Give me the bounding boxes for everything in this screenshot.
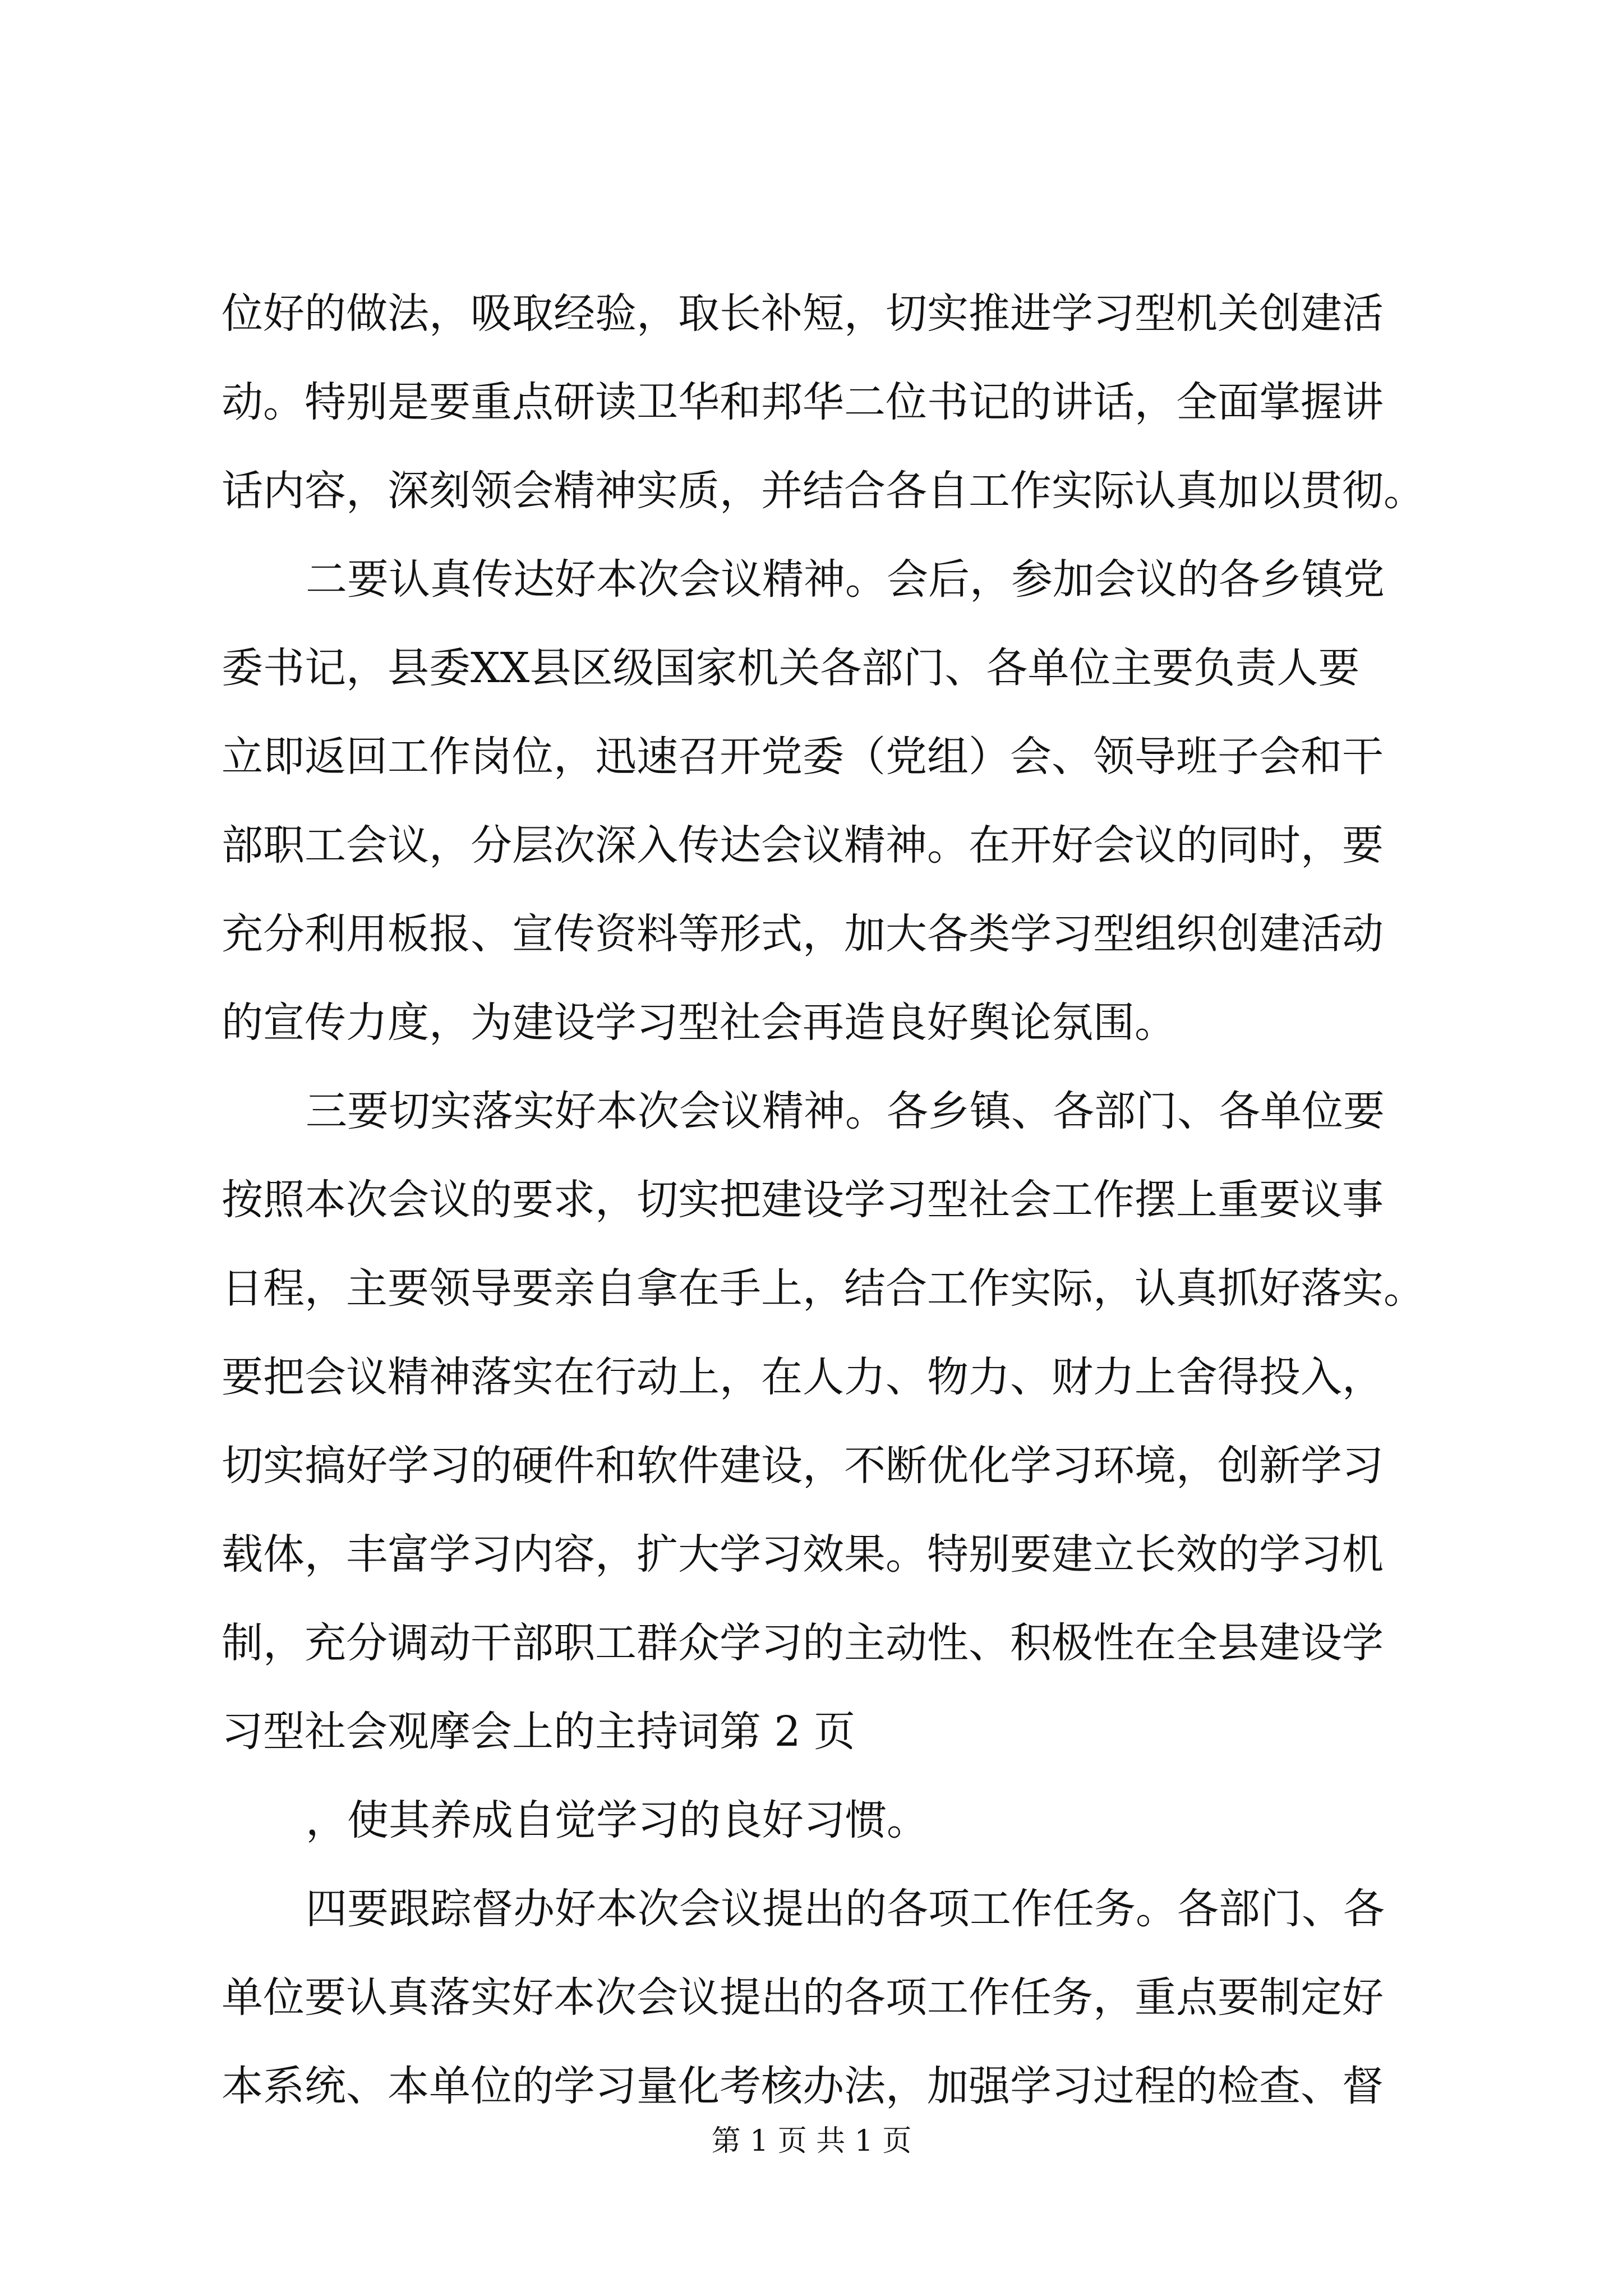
- paragraph-start-line: 三要切实落实好本次会议精神。各乡镇、各部门、各单位要: [306, 1087, 1385, 1135]
- text-line: 日程，主要领导要亲自拿在手上，结合工作实际，认真抓好落实。: [222, 1264, 1425, 1313]
- text-line: 部职工会议，分层次深入传达会议精神。在开好会议的同时，要: [222, 821, 1384, 869]
- text-line: 习型社会观摩会上的主持词第 2 页: [222, 1708, 856, 1756]
- page-footer: 第 1 页 共 1 页: [711, 2124, 912, 2158]
- paragraph-start-line: 二要认真传达好本次会议精神。会后，参加会议的各乡镇党: [306, 555, 1385, 604]
- document-body: [222, 269, 1425, 2131]
- text-line: 话内容，深刻领会精神实质，并结合各自工作实际认真加以贯彻。: [222, 467, 1425, 515]
- text-line: 立即返回工作岗位，迅速召开党委（党组）会、领导班子会和干: [222, 733, 1384, 781]
- text-line: 按照本次会议的要求，切实把建设学习型社会工作摆上重要议事: [222, 1176, 1384, 1224]
- text-line: 载体，丰富学习内容，扩大学习效果。特别要建立长效的学习机: [222, 1530, 1384, 1579]
- text-line: 委书记，县委XX县区级国家机关各部门、各单位主要负责人要: [222, 644, 1360, 692]
- text-line: 要把会议精神落实在行动上，在人力、物力、财力上舍得投入，: [222, 1353, 1384, 1401]
- text-line: 切实搞好学习的硬件和软件建设，不断优化学习环境，创新学习: [222, 1442, 1384, 1490]
- text-line: 的宣传力度，为建设学习型社会再造良好舆论氛围。: [222, 999, 1176, 1047]
- text-line: 单位要认真落实好本次会议提出的各项工作任务，重点要制定好: [222, 1973, 1384, 2022]
- paragraph-start-line: 四要跟踪督办好本次会议提出的各项工作任务。各部门、各: [306, 1885, 1385, 1933]
- paragraph-start-line: ，使其养成自觉学习的良好习惯。: [306, 1796, 928, 1844]
- text-line: 本系统、本单位的学习量化考核办法，加强学习过程的检查、督: [222, 2062, 1384, 2110]
- text-line: 充分利用板报、宣传资料等形式，加大各类学习型组织创建活动: [222, 910, 1384, 958]
- text-line: 制，充分调动干部职工群众学习的主动性、积极性在全县建设学: [222, 1619, 1384, 1667]
- text-line: 位好的做法，吸取经验，取长补短，切实推进学习型机关创建活: [222, 289, 1384, 338]
- text-line: 动。特别是要重点研读卫华和邦华二位书记的讲话，全面掌握讲: [222, 378, 1384, 426]
